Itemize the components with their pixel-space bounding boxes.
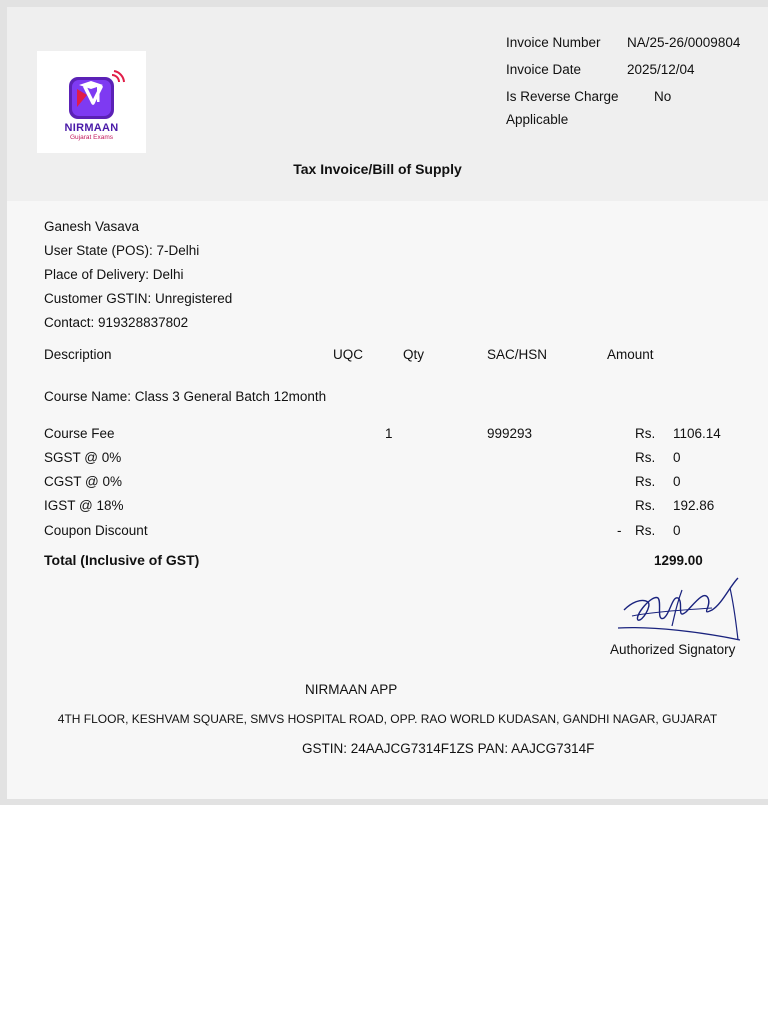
row-currency: Rs. xyxy=(635,523,656,538)
row-description: CGST @ 0% xyxy=(44,474,122,489)
row-amount: 1106.14 xyxy=(673,426,721,441)
invoice-header xyxy=(7,7,768,201)
col-header-amount: Amount xyxy=(607,347,654,362)
row-sign: - xyxy=(617,523,622,538)
row-currency: Rs. xyxy=(635,498,656,513)
row-description: SGST @ 0% xyxy=(44,450,122,465)
signature-image xyxy=(612,572,747,647)
row-description: IGST @ 18% xyxy=(44,498,124,513)
customer-gstin: Customer GSTIN: Unregistered xyxy=(44,291,233,306)
col-header-uqc: UQC xyxy=(333,347,363,362)
customer-contact: Contact: 919328837802 xyxy=(44,315,189,330)
col-header-qty: Qty xyxy=(403,347,425,362)
total-value: 1299.00 xyxy=(654,553,703,568)
customer-delivery: Place of Delivery: Delhi xyxy=(44,267,184,282)
total-label: Total (Inclusive of GST) xyxy=(44,552,200,568)
company-address: 4TH FLOOR, KESHVAM SQUARE, SMVS HOSPITAL ROAD, OPP. RAO WORLD KUDASAN, GANDHI NAGAR, GUJARAT xyxy=(57,712,718,726)
row-currency: Rs. xyxy=(635,474,656,489)
reverse-charge-label-cont: Applicable xyxy=(506,112,569,127)
row-qty: 1 xyxy=(385,426,393,441)
row-amount: 0 xyxy=(673,523,681,538)
reverse-charge-label: Is Reverse Charge xyxy=(506,89,619,104)
document-title: Tax Invoice/Bill of Supply xyxy=(293,161,462,177)
signatory-label: Authorized Signatory xyxy=(610,642,736,657)
row-amount: 0 xyxy=(673,474,681,489)
row-amount: 192.86 xyxy=(673,498,715,513)
company-logo xyxy=(37,51,146,153)
customer-name: Ganesh Vasava xyxy=(44,219,140,234)
company-name: NIRMAAN APP xyxy=(305,682,398,697)
row-amount: 0 xyxy=(673,450,681,465)
logo-subtitle: Gujarat Exams xyxy=(70,134,113,141)
logo-wordmark: NIRMAAN xyxy=(64,122,119,134)
row-currency: Rs. xyxy=(635,426,656,441)
company-tax-ids: GSTIN: 24AAJCG7314F1ZS PAN: AAJCG7314F xyxy=(302,741,595,756)
row-description: Course Fee xyxy=(44,426,115,441)
col-header-description: Description xyxy=(44,347,112,362)
course-name: Course Name: Class 3 General Batch 12month xyxy=(44,389,327,404)
invoice-date-label: Invoice Date xyxy=(506,62,582,77)
row-sac: 999293 xyxy=(487,426,533,441)
invoice-number-label: Invoice Number xyxy=(506,35,601,50)
customer-state: User State (POS): 7-Delhi xyxy=(44,243,200,258)
invoice-number-value: NA/25-26/0009804 xyxy=(627,35,741,50)
invoice-date-value: 2025/12/04 xyxy=(627,62,695,77)
row-description: Coupon Discount xyxy=(44,523,148,538)
reverse-charge-value: No xyxy=(654,89,672,104)
row-currency: Rs. xyxy=(635,450,656,465)
col-header-sac: SAC/HSN xyxy=(487,347,548,362)
invoice-sheet xyxy=(7,7,768,799)
